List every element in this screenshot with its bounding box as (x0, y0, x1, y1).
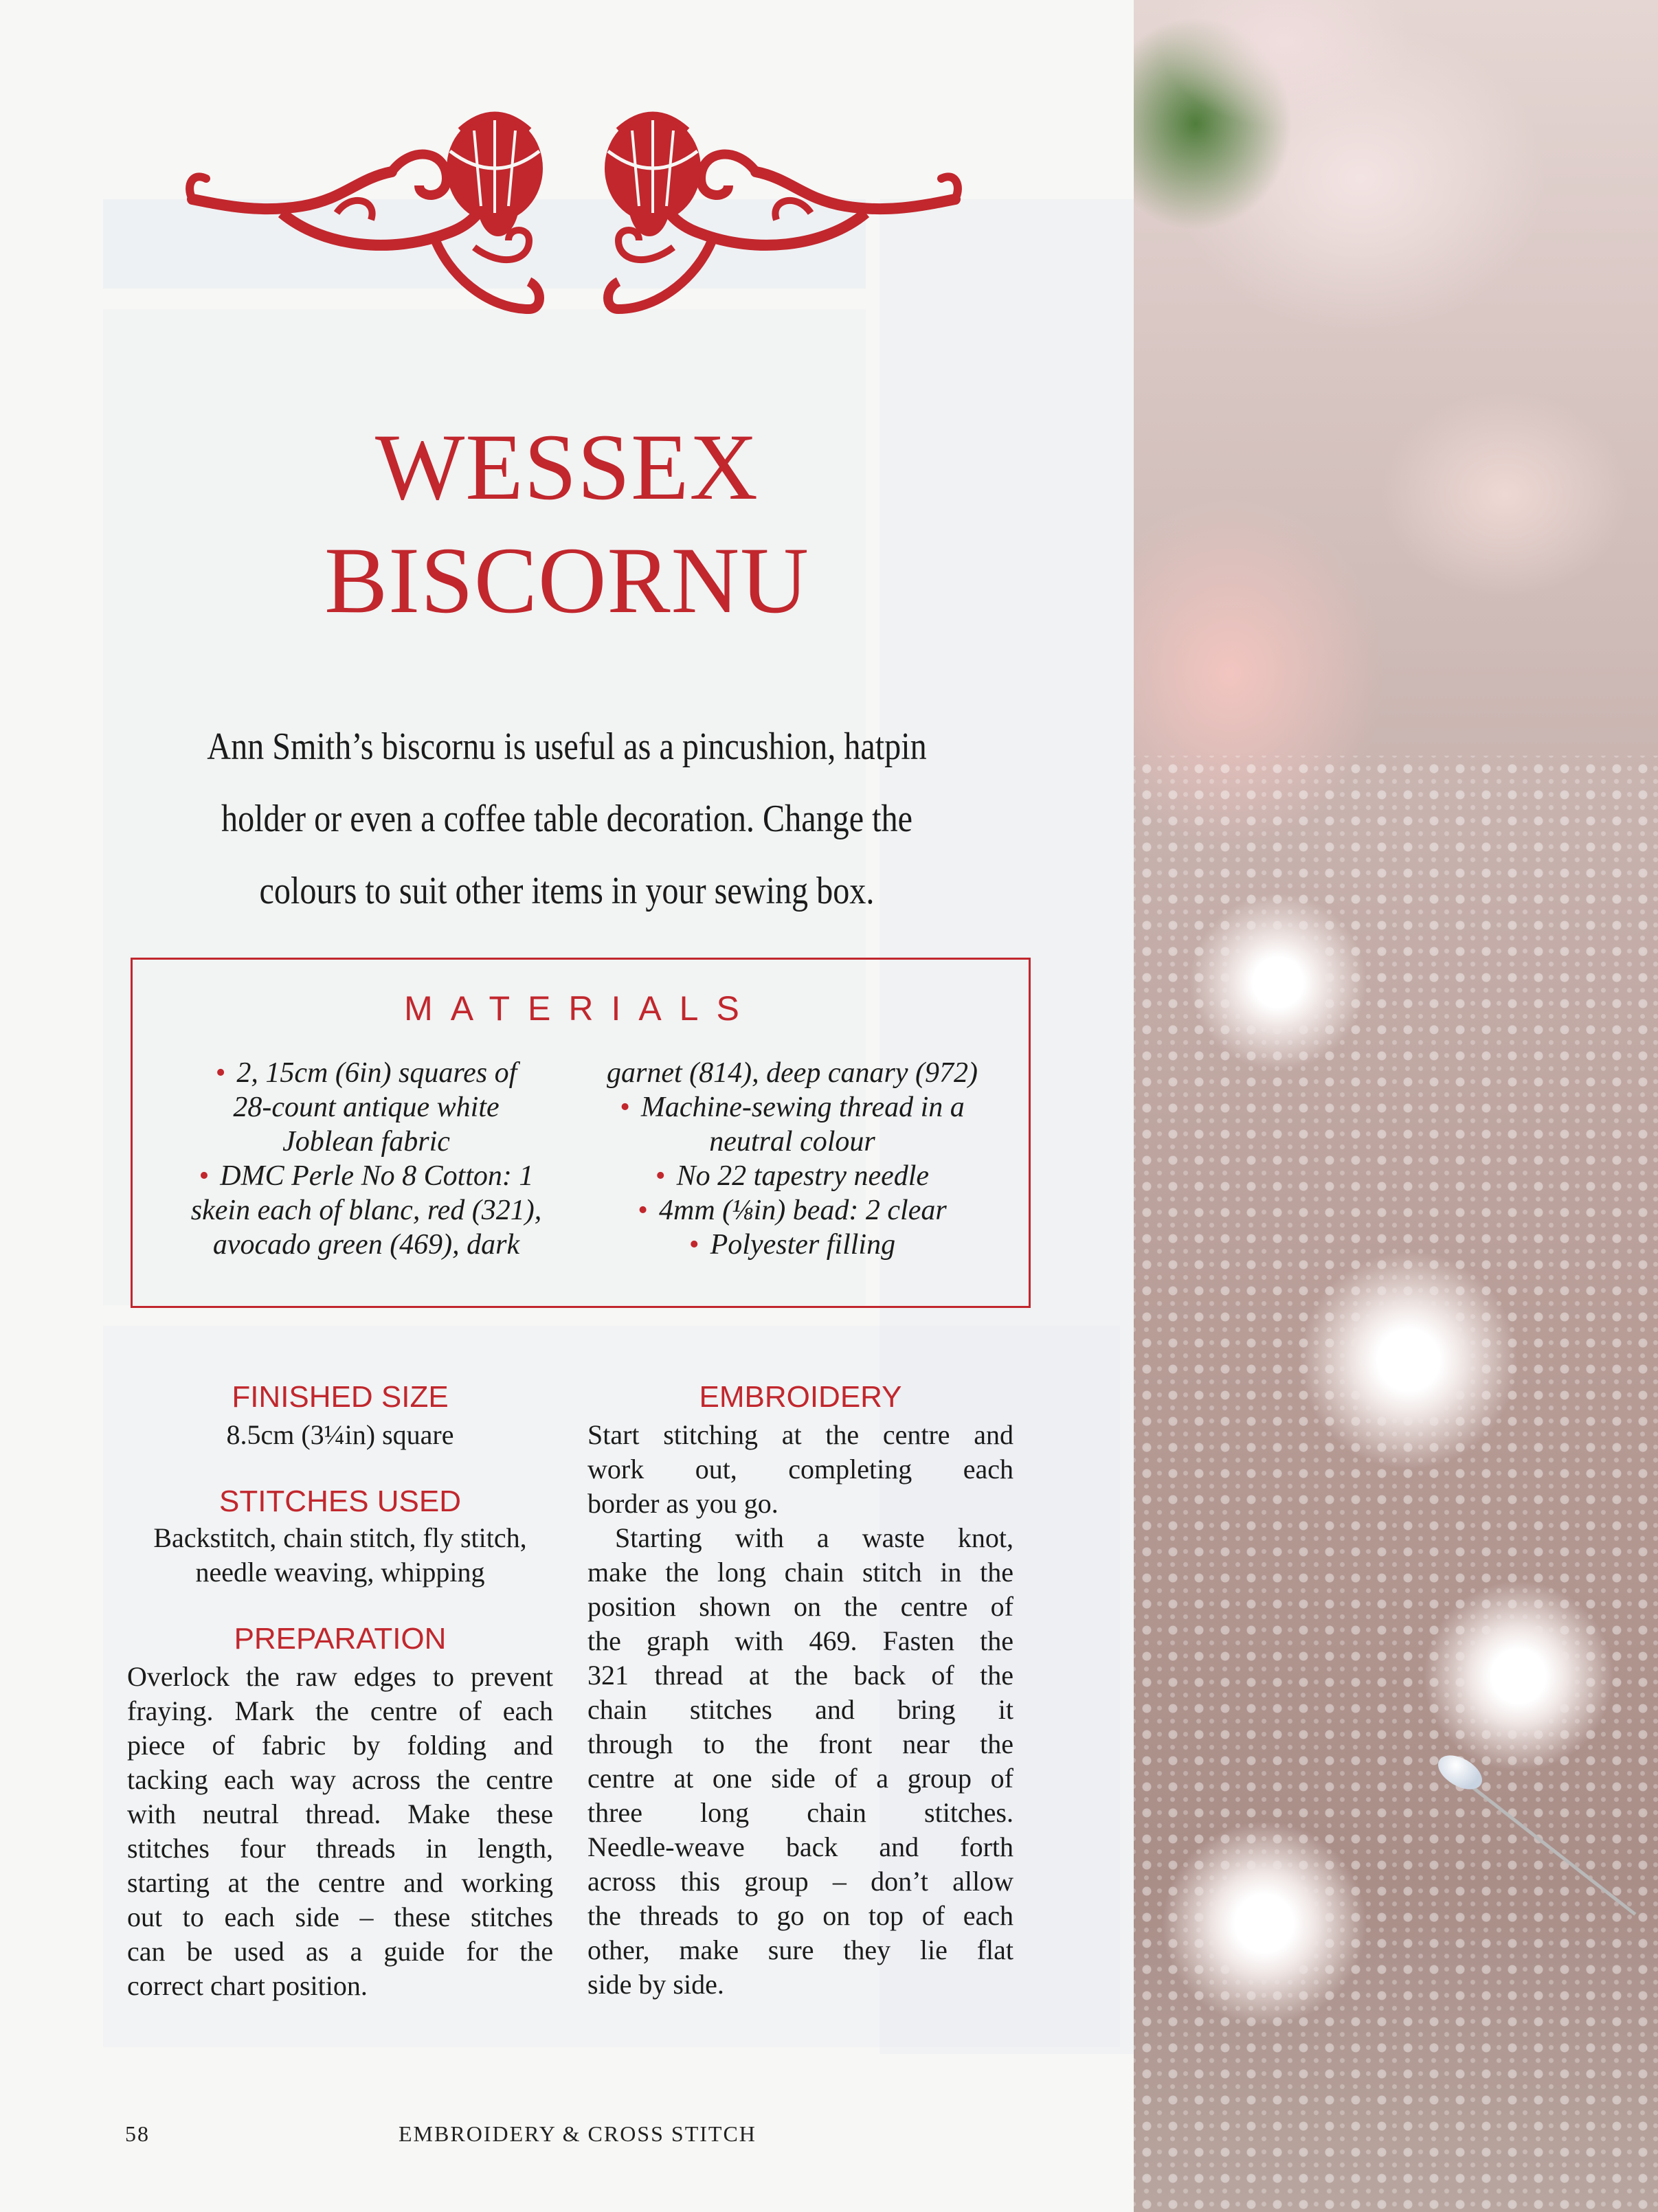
bullet-icon: • (655, 1160, 666, 1192)
text-line: with neutral thread. Make these (127, 1798, 553, 1829)
lace-flower (1161, 1820, 1367, 2027)
magazine-name: EMBROIDERY & CROSS STITCH (399, 2121, 757, 2146)
text-line: 321 thread at the back of the (587, 1660, 1013, 1691)
text-line: border as you go. (587, 1488, 778, 1519)
embroidery-text (587, 1418, 1013, 2002)
text-line: three long chain stitches. (587, 1797, 1013, 1828)
text-line: through to the front near the (587, 1728, 1013, 1759)
bullet-icon: • (215, 1057, 226, 1089)
materials-item: • 4mm (⅛in) bead: 2 clear (638, 1195, 947, 1226)
text-line: correct chart position. (127, 1970, 368, 2001)
lace-flower (1189, 893, 1367, 1072)
bullet-icon: • (199, 1160, 210, 1192)
preparation-text (127, 1660, 553, 2003)
materials-item: neutral colour (709, 1126, 875, 1158)
stitches-used-heading: STITCHES USED (219, 1485, 462, 1518)
text-line: starting at the centre and working (127, 1867, 553, 1898)
page-title-line-1: WESSEX (375, 414, 759, 519)
floral-ornament (186, 103, 962, 330)
materials-item: • No 22 tapestry needle (655, 1160, 930, 1192)
text-line: piece of fabric by folding and (127, 1730, 553, 1761)
text-line: work out, completing each (587, 1454, 1013, 1485)
text-line: centre at one side of a group of (587, 1763, 1013, 1794)
text-line: position shown on the centre of (587, 1591, 1013, 1622)
text-line: across this group – don’t allow (587, 1866, 1013, 1897)
finished-size-heading: FINISHED SIZE (232, 1380, 449, 1414)
text-line: Backstitch, chain stitch, fly stitch, (153, 1522, 527, 1553)
text-line: other, make sure they lie flat (587, 1934, 1013, 1965)
materials-right-column (586, 1056, 998, 1262)
materials-item: garnet (814), deep canary (972) (606, 1057, 978, 1089)
materials-box (131, 958, 1031, 1308)
intro-paragraph (186, 711, 948, 927)
page-number: 58 (125, 2121, 150, 2146)
text-line: tacking each way across the centre (127, 1764, 553, 1795)
text-line: the graph with 469. Fasten the (587, 1625, 1013, 1656)
materials-item: skein each of blanc, red (321), (190, 1195, 542, 1226)
text-line: Starting with a waste knot, (615, 1522, 1013, 1553)
embroidery-heading: EMBROIDERY (699, 1380, 902, 1414)
materials-item: • Polyester filling (688, 1229, 896, 1261)
materials-item: Joblean fabric (282, 1126, 450, 1158)
bullet-icon: • (638, 1195, 648, 1226)
text-line: fraying. Mark the centre of each (127, 1695, 553, 1726)
text-line: side by side. (587, 1969, 724, 2000)
text-line: make the long chain stitch in the (587, 1557, 1013, 1588)
text-line: Needle-weave back and forth (587, 1831, 1013, 1862)
materials-item: • 2, 15cm (6in) squares of (215, 1057, 517, 1089)
bullet-icon: • (620, 1092, 630, 1123)
roses-and-lace-photo (1134, 0, 1658, 2212)
text-line: stitches four threads in length, (127, 1833, 553, 1864)
finished-size-text: 8.5cm (3¼in) square (226, 1419, 454, 1450)
preparation-heading: PREPARATION (234, 1622, 447, 1656)
text-line: the threads to go on top of each (587, 1900, 1013, 1931)
page-title-line-2: BISCORNU (324, 528, 809, 633)
lace-flower (1422, 1580, 1615, 1772)
materials-item: • DMC Perle No 8 Cotton: 1 (199, 1160, 534, 1192)
text-line: needle weaving, whipping (195, 1557, 485, 1588)
text-line: Start stitching at the centre and (587, 1419, 1013, 1450)
materials-item: • Machine-sewing thread in a (620, 1092, 965, 1123)
text-line: chain stitches and bring it (587, 1694, 1013, 1725)
text-line: can be used as a guide for the (127, 1936, 553, 1967)
text-line: out to each side – these stitches (127, 1901, 553, 1932)
ornament-left-half (190, 115, 543, 309)
text-line: Overlock the raw edges to prevent (127, 1661, 553, 1692)
materials-heading: MATERIALS (404, 989, 757, 1028)
bullet-icon: • (688, 1229, 699, 1261)
intro-line: colours to suit other items in your sewing box. (259, 870, 875, 912)
lace-flower (1299, 1250, 1519, 1470)
materials-item: avocado green (469), dark (212, 1229, 520, 1261)
materials-item: 28-count antique white (233, 1092, 500, 1123)
intro-line: Ann Smith’s biscornu is useful as a pincushion, hatpin (207, 725, 927, 768)
intro-line: holder or even a coffee table decoration. Change the (221, 798, 912, 840)
materials-left-column (160, 1056, 572, 1262)
ornament-right-half (605, 115, 958, 309)
stitches-used-text (127, 1521, 553, 1590)
